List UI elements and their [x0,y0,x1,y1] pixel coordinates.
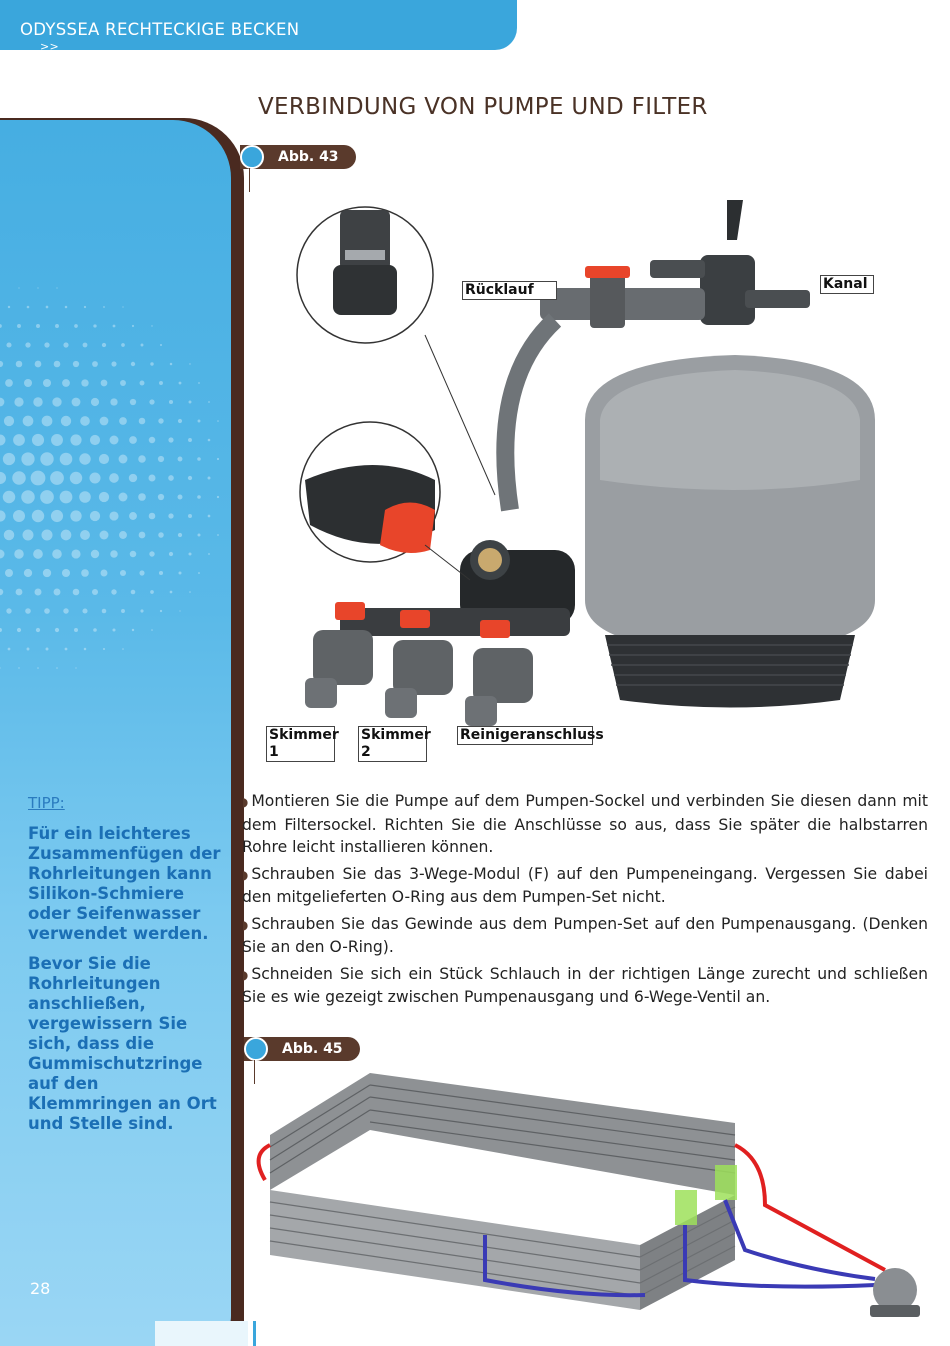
instruction-item: ◗ Schrauben Sie das Gewinde aus dem Pumpen-Set auf den Pumpenausgang. (Denken Sie an den O-Ring). [242,914,928,956]
tip-label: TIPP: [28,794,65,812]
figure-43-label: Abb. 43 [240,145,356,169]
tip-text-2: Bevor Sie die Rohrleitungen anschließen, vergewissern Sie sich, dass die Gummischutzringe auf den Klemmringen an Ort und Stelle sind. [28,954,217,1133]
figure-marker-icon [244,1037,268,1061]
figure-43-leader [249,168,250,192]
instruction-item: ◗ Schneiden Sie sich ein Stück Schlauch in der richtigen Länge zurecht und schließen Sie es wie gezeigt zwischen Pumpenausgang und 6-Wege-Ventil an. [242,964,928,1006]
callout-skimmer-1: Skimmer 1 [266,726,335,762]
bullet-icon: ◗ [242,917,249,932]
bullet-icon: ◗ [242,867,249,882]
figure-marker-icon [240,145,264,169]
figure-45-label: Abb. 45 [244,1037,360,1061]
bullet-icon: ◗ [242,795,249,809]
pump-filter-illustration [255,180,935,780]
instruction-list [242,790,928,1013]
callout-ruecklauf: Rücklauf [462,281,557,300]
sidebar [0,120,231,1346]
section-header-tab [0,0,517,53]
tip-text-1: Für ein leichteres Zusammenfügen der Rohrleitungen kann Silikon-Schmiere oder Seifenwasser verwendet werden. [28,824,221,943]
callout-reinigeranschluss: Reinigeranschluss [457,726,593,745]
instruction-item: ◗ Schrauben Sie das 3-Wege-Modul (F) auf den Pumpeneingang. Vergessen Sie dabei den mitgelieferten O-Ring aus dem Pumpen-Set nicht. [242,864,928,906]
instruction-item: ◗ Montieren Sie die Pumpe auf dem Pumpen-Sockel und verbinden Sie diesen dann mit dem Filtersockel. Richten Sie die Anschlüsse so aus, dass Sie später die halbstarren Rohre leicht installieren können. [242,792,928,856]
page-number: 28 [30,1279,51,1298]
section-header: >> ODYSSEA RECHTECKIGE BECKEN [20,20,300,53]
footer-strip [253,1321,326,1346]
bullet-icon: ◗ [242,967,249,982]
footer-strip [155,1321,248,1346]
page-title: VERBINDUNG VON PUMPE UND FILTER [258,94,708,120]
callout-skimmer-2: Skimmer 2 [358,726,427,762]
halftone-dots [0,250,231,770]
pool-illustration [245,1065,945,1325]
callout-kanal: Kanal [820,275,874,294]
